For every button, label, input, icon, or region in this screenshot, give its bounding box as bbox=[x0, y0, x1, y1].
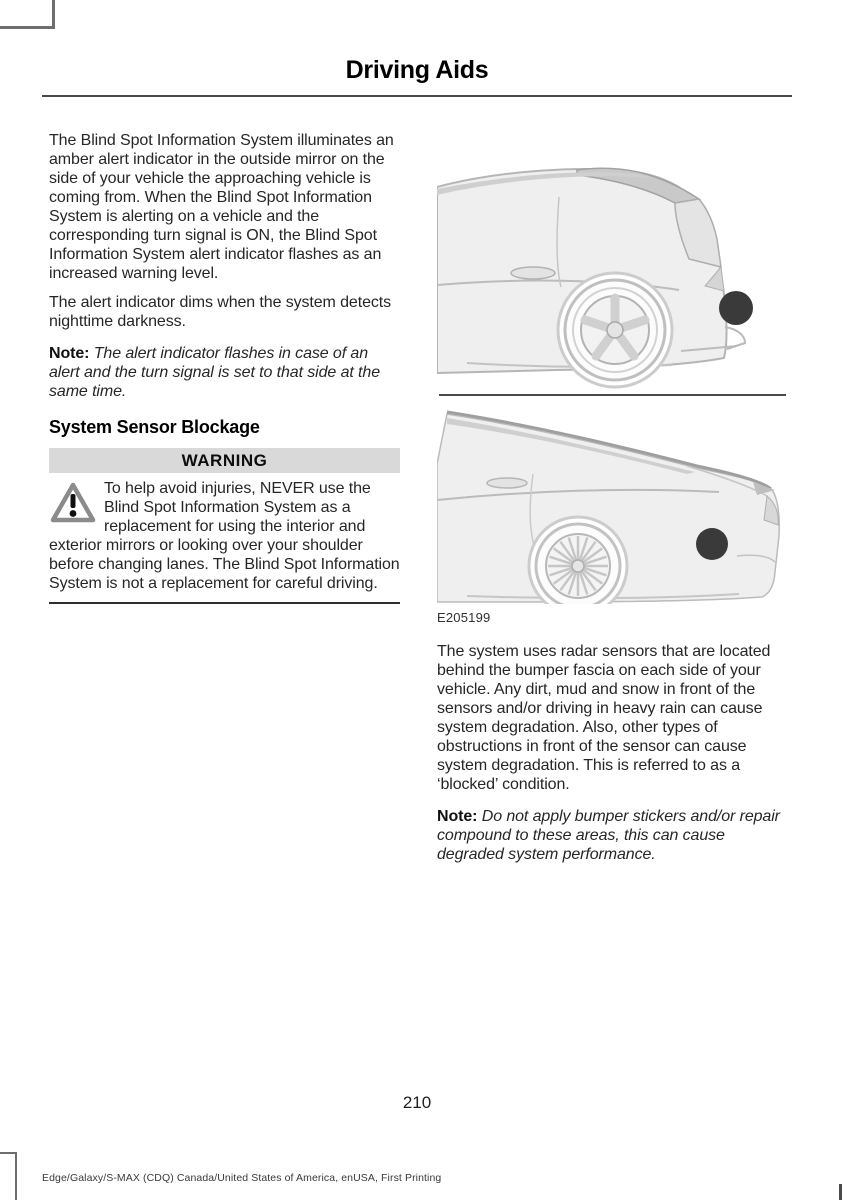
suv-rear-illustration bbox=[437, 137, 790, 390]
note-label: Note: bbox=[49, 345, 90, 362]
suv-rear-figure bbox=[437, 137, 790, 390]
page-number: 210 bbox=[402, 1093, 432, 1112]
radar-sensor-marker bbox=[719, 291, 753, 325]
page-title: Driving Aids bbox=[345, 56, 489, 84]
crop-mark-bottom-left bbox=[0, 1152, 17, 1200]
note-alert-flash bbox=[49, 344, 401, 401]
warning-header: WARNING bbox=[49, 448, 400, 473]
section-heading-sensor-blockage: System Sensor Blockage bbox=[49, 417, 260, 437]
title-divider bbox=[42, 95, 792, 97]
left-column bbox=[49, 131, 401, 604]
paragraph-radar-sensors: The system uses radar sensors that are located behind the bumper fascia on each side of your vehicle. Any dirt, mud and snow in front of the sensors and/or driving in heavy rain can cause system degradation. Also, other types of obstructions in front of the sensor can cause system degradation. This is referred to as a ‘blocked’ condition. bbox=[437, 643, 771, 793]
warning-box bbox=[49, 448, 400, 604]
note-label: Note: bbox=[437, 808, 478, 825]
sedan-rear-figure bbox=[437, 404, 790, 604]
note-text: The alert indicator flashes in case of an alert and the turn signal is set to that side at the same time. bbox=[49, 345, 381, 400]
warning-text: To help avoid injuries, NEVER use the Blind Spot Information System as a replacement for using the interior and exterior mirrors or looking over your shoulder before changing lanes. The Blind Spot Information System is not a replacement for careful driving. bbox=[49, 480, 400, 592]
note-text: Do not apply bumper stickers and/or repair compound to these areas, this can cause degraded system performance. bbox=[437, 808, 780, 863]
figure-divider bbox=[439, 394, 786, 396]
print-edition-line: Edge/Galaxy/S-MAX (CDQ) Canada/United States of America, enUSA, First Printing bbox=[42, 1172, 442, 1184]
paragraph-blis-indicator: The Blind Spot Information System illuminates an amber alert indicator in the outside mirror on the side of your vehicle the approaching vehicle is coming from. When the Blind Spot Information System is alerting on a vehicle and the corresponding turn signal is ON, the Blind Spot Information System alert indicator flashes as an increased warning level. bbox=[49, 132, 394, 282]
warning-triangle-icon bbox=[49, 481, 97, 525]
crop-mark-top-left bbox=[0, 0, 55, 29]
figure-code-label: E205199 bbox=[437, 610, 491, 625]
note-bumper-stickers bbox=[437, 807, 790, 864]
warning-body bbox=[49, 473, 400, 604]
crop-mark-bottom-right bbox=[839, 1184, 842, 1200]
sedan-rear-illustration bbox=[437, 404, 790, 604]
paragraph-indicator-dims: The alert indicator dims when the system detects nighttime darkness. bbox=[49, 294, 392, 330]
right-column bbox=[437, 137, 790, 864]
radar-sensor-marker bbox=[696, 528, 728, 560]
